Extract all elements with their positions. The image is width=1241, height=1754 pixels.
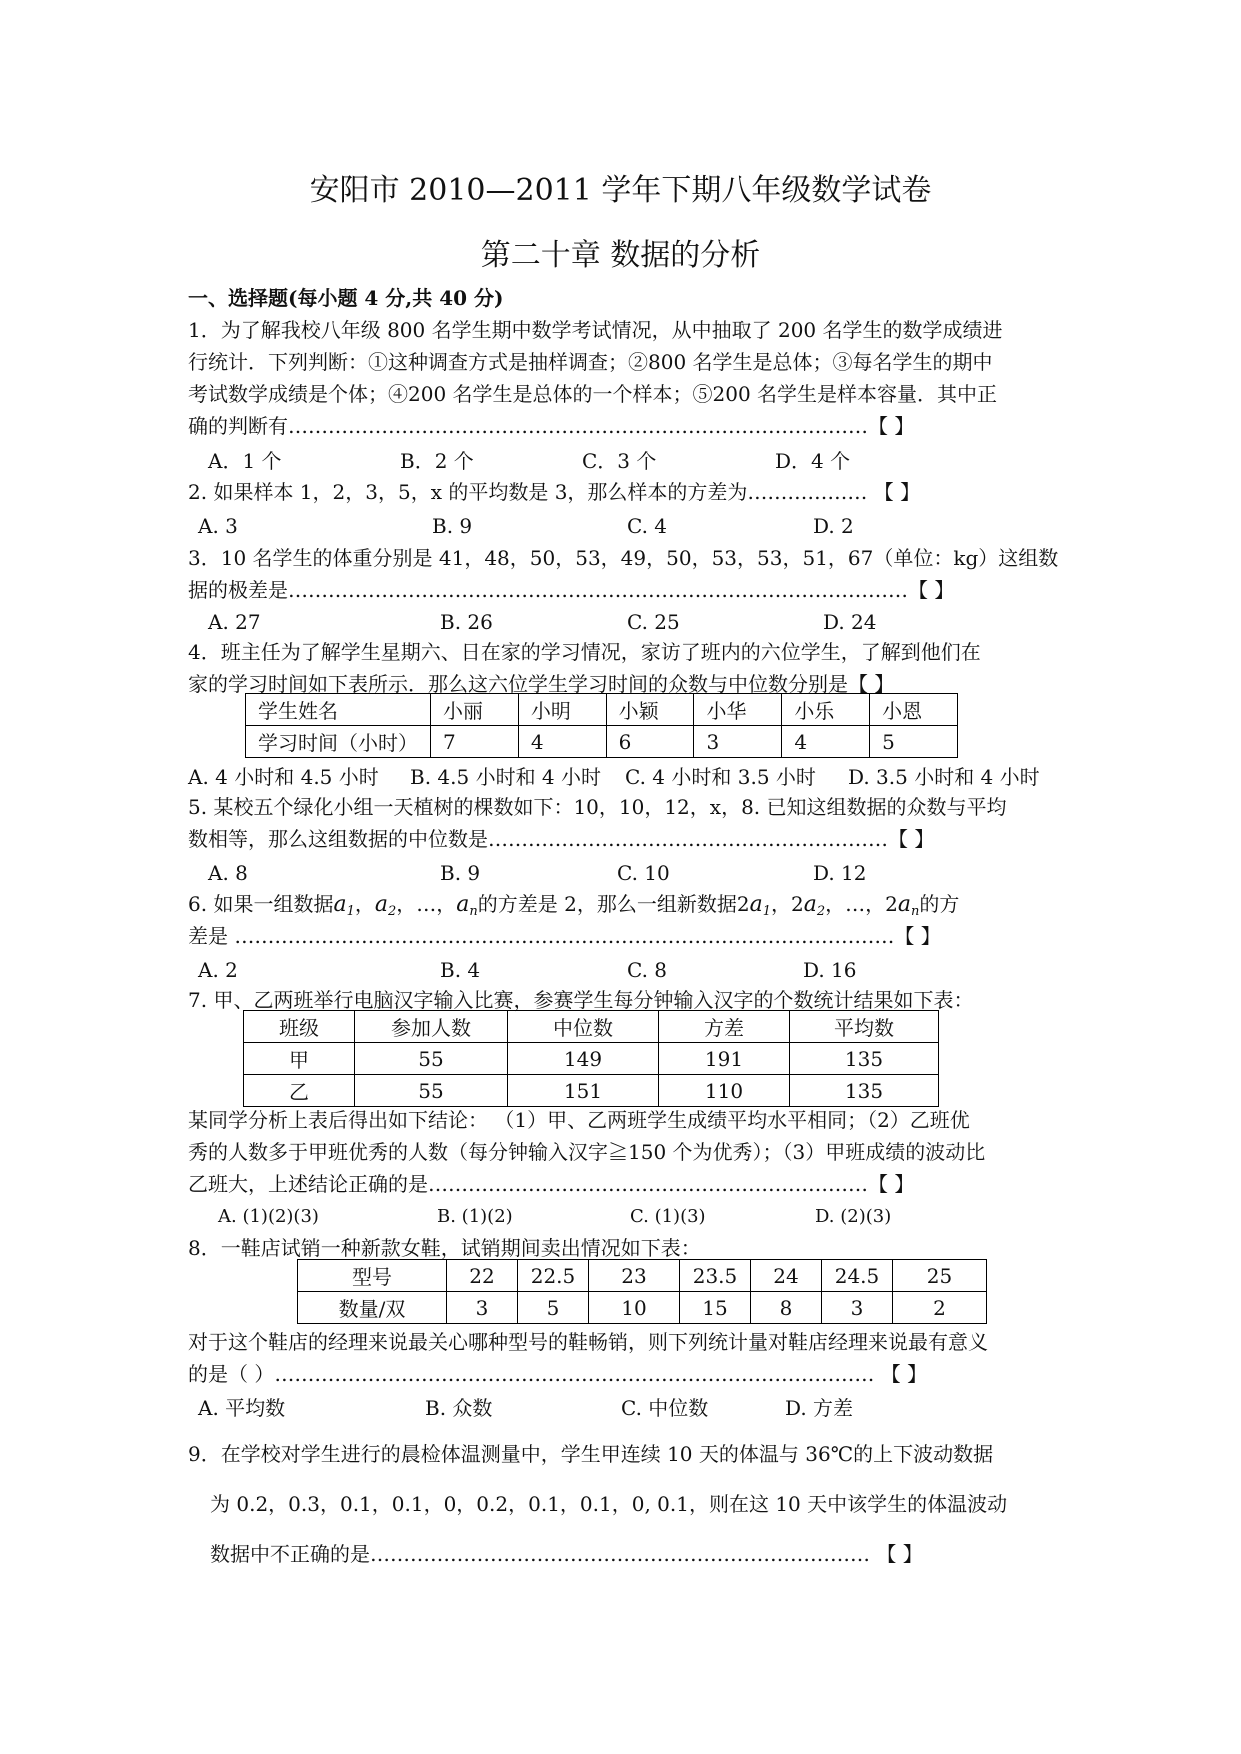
separator: ， <box>771 892 791 916</box>
table-cell: 7 <box>431 726 519 758</box>
table-row <box>298 1292 987 1324</box>
table-cell: 小丽 <box>431 694 519 726</box>
table-cell: 学生姓名 <box>246 694 431 726</box>
table-cell: 55 <box>355 1043 508 1075</box>
subscript: 1 <box>346 904 355 919</box>
table-cell: 2 <box>893 1292 987 1324</box>
q2-option-a: A. 3 <box>198 514 238 538</box>
q6-line-1 <box>188 892 1068 924</box>
table-cell: 方差 <box>659 1011 790 1043</box>
table-cell: 3 <box>447 1292 518 1324</box>
table-row <box>244 1011 939 1043</box>
table-cell: 3 <box>694 726 782 758</box>
table-cell: 数量/双 <box>298 1292 447 1324</box>
data-symbol: a <box>803 892 817 917</box>
q7-conclusion-3: 乙班大，上述结论正确的是…………………………………………………………【 】 <box>188 1172 915 1196</box>
subscript: 2 <box>816 904 826 919</box>
table-row <box>246 694 958 726</box>
table-cell: 23 <box>589 1260 680 1292</box>
table-cell: 班级 <box>244 1011 355 1043</box>
table-cell: 10 <box>589 1292 680 1324</box>
table-row <box>298 1260 987 1292</box>
table-cell: 149 <box>508 1043 659 1075</box>
table-cell: 22.5 <box>518 1260 589 1292</box>
q1-line-4: 确的判断有……………………………………………………………………………【 】 <box>188 414 915 438</box>
exam-title: 安阳市 2010—2011 学年下期八年级数学试卷 <box>309 173 932 208</box>
table-cell: 5 <box>870 726 958 758</box>
table-cell: 中位数 <box>508 1011 659 1043</box>
table-cell: 3 <box>822 1292 893 1324</box>
subscript: n <box>911 904 920 919</box>
coefficient: 2 <box>736 892 750 916</box>
q1-option-b: B．2 个 <box>400 449 474 473</box>
table-cell: 24 <box>751 1260 822 1292</box>
q8-option-b: B. 众数 <box>425 1396 493 1420</box>
q1-option-c: C．3 个 <box>582 449 657 473</box>
q7-option-b: B. (1)(2) <box>437 1206 513 1227</box>
subscript: 1 <box>762 904 771 919</box>
table-cell: 25 <box>893 1260 987 1292</box>
table-cell: 小恩 <box>870 694 958 726</box>
table-cell: 乙 <box>244 1075 355 1107</box>
q9-line-1: 9．在学校对学生进行的晨检体温测量中，学生甲连续 10 天的体温与 36℃的上下波动数据 <box>188 1442 994 1466</box>
table-cell: 小乐 <box>782 694 870 726</box>
table-cell: 151 <box>508 1075 659 1107</box>
data-symbol: a <box>374 892 388 917</box>
q7-option-c: C. (1)(3) <box>630 1206 706 1227</box>
q7-conclusion-2: 秀的人数多于甲班优秀的人数（每分钟输入汉字≧150 个为优秀）；（3）甲班成绩的波动比 <box>188 1140 986 1164</box>
table-cell: 135 <box>790 1043 939 1075</box>
coefficient: 2 <box>791 892 804 916</box>
table-cell: 22 <box>447 1260 518 1292</box>
q6-option-b: B. 4 <box>440 958 481 982</box>
q8-table <box>297 1259 987 1324</box>
q1-option-d: D．4 个 <box>775 449 851 473</box>
data-symbol: a <box>749 892 763 917</box>
table-cell: 小明 <box>518 694 606 726</box>
q1-option-a: A．1 个 <box>208 449 282 473</box>
q6-option-a: A. 2 <box>198 958 238 982</box>
q4-option-b: B. 4.5 小时和 4 小时 <box>410 765 602 789</box>
table-row <box>246 726 958 758</box>
q7-option-d: D. (2)(3) <box>815 1206 892 1227</box>
coefficient: 2 <box>885 892 898 916</box>
q8-line-1: 8．一鞋店试销一种新款女鞋，试销期间卖出情况如下表： <box>188 1236 701 1260</box>
q4-table <box>245 693 958 758</box>
q5-option-b: B. 9 <box>440 861 481 885</box>
ellipsis-separator: ，…， <box>396 892 457 916</box>
q7-table <box>243 1010 939 1107</box>
q4-option-a: A. 4 小时和 4.5 小时 <box>188 765 379 789</box>
q6-tail: 的方 <box>919 892 960 916</box>
separator: ， <box>354 892 375 916</box>
table-cell: 23.5 <box>680 1260 751 1292</box>
q3-line-1: 3．10 名学生的体重分别是 41，48，50，53，49，50，53，53，51，67（单位：kg）这组数 <box>188 546 1059 570</box>
q5-line-1: 5. 某校五个绿化小组一天植树的棵数如下：10，10，12，x，8. 已知这组数据的众数与平均 <box>188 795 1007 819</box>
table-cell: 型号 <box>298 1260 447 1292</box>
table-cell: 4 <box>518 726 606 758</box>
ellipsis-separator: ，…， <box>825 892 886 916</box>
q5-line-2: 数相等，那么这组数据的中位数是……………………………………………………【 】 <box>188 827 935 851</box>
q2-option-d: D. 2 <box>813 514 854 538</box>
table-cell: 6 <box>606 726 694 758</box>
q8-line-2: 对于这个鞋店的经理来说最关心哪种型号的鞋畅销，则下列统计量对鞋店经理来说最有意义 <box>188 1330 988 1354</box>
q7-conclusion-1: 某同学分析上表后得出如下结论： （1）甲、乙两班学生成绩平均水平相同；（2）乙班优 <box>188 1108 970 1132</box>
q5-option-c: C. 10 <box>617 861 670 885</box>
table-cell: 参加人数 <box>355 1011 508 1043</box>
q3-line-2: 据的极差是…………………………………………………………………………………【 】 <box>188 578 955 602</box>
section-heading: 一、选择题(每小题 4 分,共 40 分) <box>188 286 504 310</box>
q2-line-1: 2. 如果样本 1，2，3，5，x 的平均数是 3，那么样本的方差为……………… 【 】 <box>188 480 921 504</box>
table-cell: 55 <box>355 1075 508 1107</box>
q3-option-c: C. 25 <box>627 610 680 634</box>
chapter-title: 第二十章 数据的分析 <box>480 238 761 273</box>
table-cell: 5 <box>518 1292 589 1324</box>
data-symbol: a <box>897 892 911 917</box>
table-row <box>244 1043 939 1075</box>
q1-line-2: 行统计．下列判断：①这种调查方式是抽样调查；②800 名学生是总体；③每名学生的期中 <box>188 350 993 374</box>
q6-option-d: D. 16 <box>803 958 857 982</box>
data-symbol: a <box>456 892 470 917</box>
q3-option-d: D. 24 <box>823 610 877 634</box>
q8-option-c: C. 中位数 <box>621 1396 709 1420</box>
q3-option-a: A. 27 <box>208 610 261 634</box>
subscript: 2 <box>387 904 397 919</box>
table-cell: 135 <box>790 1075 939 1107</box>
table-cell: 甲 <box>244 1043 355 1075</box>
q2-option-c: C. 4 <box>627 514 668 538</box>
table-cell: 平均数 <box>790 1011 939 1043</box>
q6-line-2: 差是 ………………………………………………………………………………………【 】 <box>188 924 941 948</box>
q5-option-d: D. 12 <box>813 861 867 885</box>
table-cell: 4 <box>782 726 870 758</box>
table-cell: 小华 <box>694 694 782 726</box>
q4-option-c: C. 4 小时和 3.5 小时 <box>625 765 816 789</box>
table-cell: 小颖 <box>606 694 694 726</box>
q8-option-a: A. 平均数 <box>198 1396 286 1420</box>
q9-line-3: 数据中不正确的是………………………………………………………………… 【 】 <box>210 1542 923 1566</box>
table-cell: 15 <box>680 1292 751 1324</box>
q9-line-2: 为 0.2，0.3，0.1，0.1，0，0.2，0.1，0.1，0, 0.1，则在这 10 天中该学生的体温波动 <box>210 1492 1008 1516</box>
q4-line-2: 家的学习时间如下表所示．那么这六位学生学习时间的众数与中位数分别是【 】 <box>188 672 895 696</box>
table-row <box>244 1075 939 1107</box>
q2-option-b: B. 9 <box>432 514 473 538</box>
q8-option-d: D. 方差 <box>785 1396 854 1420</box>
q6-mid: 的方差是 2，那么一组新数据 <box>477 892 737 916</box>
q8-line-3: 的是（ ）……………………………………………………………………………… 【 】 <box>188 1362 928 1386</box>
q3-option-b: B. 26 <box>440 610 493 634</box>
q5-option-a: A. 8 <box>208 861 248 885</box>
q1-line-3: 考试数学成绩是个体；④200 名学生是总体的一个样本；⑤200 名学生是样本容量．其中正 <box>188 382 998 406</box>
q6-option-c: C. 8 <box>627 958 668 982</box>
q4-line-1: 4．班主任为了解学生星期六、日在家的学习情况，家访了班内的六位学生，了解到他们在 <box>188 640 981 664</box>
q4-option-d: D. 3.5 小时和 4 小时 <box>848 765 1040 789</box>
q7-option-a: A. (1)(2)(3) <box>218 1206 319 1227</box>
q1-line-1: 1．为了解我校八年级 800 名学生期中数学考试情况，从中抽取了 200 名学生的数学成绩进 <box>188 318 1003 342</box>
subscript: n <box>469 904 478 919</box>
data-symbol: a <box>333 892 347 917</box>
table-cell: 8 <box>751 1292 822 1324</box>
table-cell: 学习时间（小时） <box>246 726 431 758</box>
q7-line-1: 7. 甲、乙两班举行电脑汉字输入比赛，参赛学生每分钟输入汉字的个数统计结果如下表： <box>188 988 974 1012</box>
table-cell: 110 <box>659 1075 790 1107</box>
q6-lead: 6. 如果一组数据 <box>188 892 334 916</box>
table-cell: 24.5 <box>822 1260 893 1292</box>
table-cell: 191 <box>659 1043 790 1075</box>
